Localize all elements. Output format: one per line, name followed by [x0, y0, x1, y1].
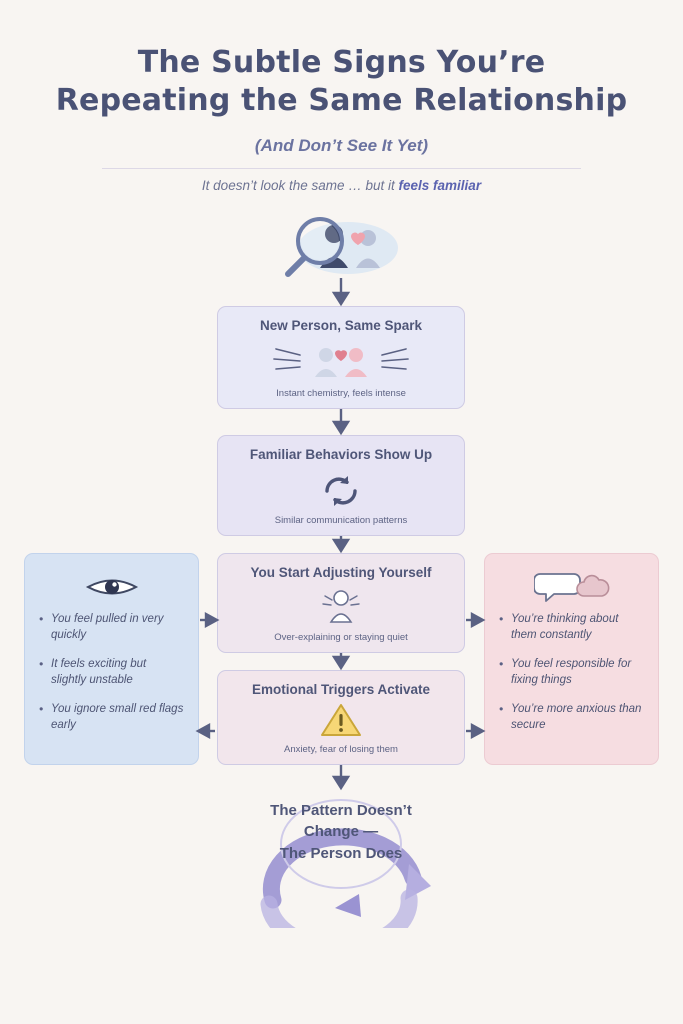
- page-title-line-1: The Subtle Signs You’re: [137, 45, 546, 80]
- left-signs-panel[interactable]: [24, 553, 199, 765]
- warning-triangle-icon: [218, 701, 464, 739]
- flow-node-title: Emotional Triggers Activate: [251, 682, 431, 697]
- loop-line-3: The Person Does: [279, 844, 403, 862]
- list-item: • You feel pulled in very quickly: [39, 612, 184, 643]
- two-people-heart-sparkle-icon: [218, 341, 464, 381]
- list-item: • You’re more anxious than secure: [499, 702, 644, 733]
- page-title-line-2: Repeating the Same Relationship: [55, 83, 628, 119]
- flow-node-caption: Anxiety, fear of losing them: [284, 744, 398, 755]
- list-item: • You ignore small red flags early: [39, 702, 184, 733]
- flow-node-title: Familiar Behaviors Show Up: [249, 447, 433, 462]
- page-title: [0, 44, 683, 121]
- right-signs-list: [499, 612, 644, 733]
- thought-bubbles-icon: [499, 566, 644, 608]
- flow-node-caption: Instant chemistry, feels intense: [276, 388, 406, 399]
- flow-node-caption: Similar communication patterns: [274, 515, 408, 526]
- flow-node-title: You Start Adjusting Yourself: [250, 565, 432, 580]
- flow-node-adjusting-yourself[interactable]: [217, 553, 465, 653]
- person-shrinking-icon: [218, 588, 464, 626]
- magnifier-two-people-heart-icon: [276, 212, 407, 278]
- flow-node-new-person-same-spark[interactable]: [217, 306, 465, 409]
- list-item: • It feels exciting but slightly unstable: [39, 657, 184, 688]
- eye-icon: [39, 566, 184, 608]
- pattern-loop-label: [213, 800, 469, 864]
- loop-line-1: The Pattern Doesn’t: [270, 802, 412, 819]
- tagline-plain: It doesn’t look the same … but it: [201, 178, 399, 193]
- flow-node-caption: Over-explaining or staying quiet: [274, 632, 408, 643]
- page-subtitle: (And Don’t See It Yet): [254, 136, 429, 155]
- list-item: • You’re thinking about them constantly: [499, 612, 644, 643]
- flow-node-emotional-triggers[interactable]: [217, 670, 465, 765]
- right-signs-panel[interactable]: [484, 553, 659, 765]
- tagline: [0, 178, 683, 193]
- loop-line-2: Change —: [303, 823, 379, 841]
- flow-node-title: New Person, Same Spark: [259, 318, 423, 333]
- tagline-emphasis: feels familiar: [398, 178, 482, 193]
- left-signs-list: [39, 612, 184, 733]
- refresh-cycle-icon: [218, 470, 464, 512]
- list-item: • You feel responsible for fixing things: [499, 657, 644, 688]
- flow-node-familiar-behaviors[interactable]: [217, 435, 465, 536]
- header-divider: [102, 168, 581, 169]
